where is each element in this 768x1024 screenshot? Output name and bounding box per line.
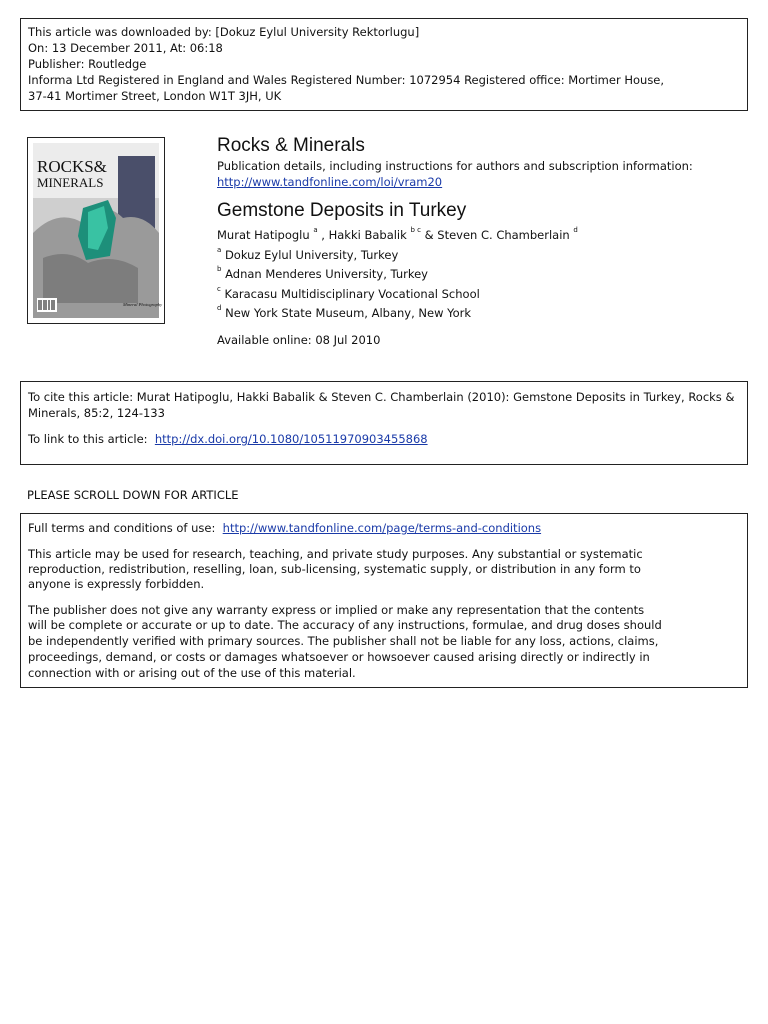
affiliation-text: Dokuz Eylul University, Turkey bbox=[224, 248, 399, 262]
terms-box bbox=[20, 513, 748, 688]
publication-details: Publication details, including instructions for authors and subscription information: bbox=[217, 159, 693, 173]
journal-name: Rocks & Minerals bbox=[217, 135, 365, 156]
terms-label: Full terms and conditions of use: bbox=[28, 521, 216, 535]
download-notice-line: Informa Ltd Registered in England and Wales Registered Number: 1072954 Registered office: Mortimer House, bbox=[28, 73, 665, 87]
affiliation-sup: a bbox=[217, 246, 222, 254]
cover-corner-text: Mineral Photography bbox=[123, 302, 163, 307]
author-name: Murat Hatipoglu bbox=[217, 228, 310, 242]
author-sup: b c bbox=[410, 226, 421, 234]
terms-para2-line: The publisher does not give any warranty express or implied or make any representation that the contents bbox=[28, 603, 645, 617]
download-notice-box bbox=[20, 18, 748, 111]
cite-line: Minerals, 85:2, 124-133 bbox=[28, 406, 165, 420]
affiliation bbox=[217, 287, 480, 301]
journal-url-link[interactable]: http://www.tandfonline.com/loi/vram20 bbox=[217, 175, 443, 189]
scroll-notice: PLEASE SCROLL DOWN FOR ARTICLE bbox=[27, 488, 239, 502]
terms-para2-line: will be complete or accurate or up to date. The accuracy of any instructions, formulae, and drug doses should bbox=[28, 618, 662, 632]
affiliation-text: Karacasu Multidisciplinary Vocational School bbox=[224, 287, 480, 301]
affiliation bbox=[217, 248, 398, 262]
author-sup: a bbox=[313, 226, 318, 234]
cover-title-line2: MINERALS bbox=[37, 175, 104, 190]
journal-cover-image bbox=[27, 137, 165, 324]
cite-line: To cite this article: Murat Hatipoglu, Hakki Babalik & Steven C. Chamberlain (2010): Gemstone Deposits in Turkey, Rocks & bbox=[28, 390, 735, 404]
author-separator: & bbox=[420, 228, 438, 242]
affiliation bbox=[217, 267, 428, 281]
doi-link-row bbox=[28, 432, 428, 446]
available-online: Available online: 08 Jul 2010 bbox=[217, 333, 381, 347]
terms-para1-line: reproduction, redistribution, reselling, loan, sub-licensing, systematic supply, or distribution in any form to bbox=[28, 562, 641, 576]
terms-row bbox=[28, 521, 541, 535]
citation-box bbox=[20, 381, 748, 465]
affiliation-sup: c bbox=[217, 285, 221, 293]
author-line bbox=[217, 228, 578, 242]
download-notice-line: 37-41 Mortimer Street, London W1T 3JH, UK bbox=[28, 89, 282, 103]
download-notice-line: On: 13 December 2011, At: 06:18 bbox=[28, 41, 223, 55]
author-separator: , bbox=[317, 228, 329, 242]
author-sup: d bbox=[573, 226, 578, 234]
download-notice-line: This article was downloaded by: [Dokuz Eylul University Rektorlugu] bbox=[28, 25, 420, 39]
affiliation-sup: b bbox=[217, 265, 222, 273]
doi-link[interactable]: http://dx.doi.org/10.1080/10511970903455868 bbox=[154, 432, 428, 446]
affiliation bbox=[217, 306, 471, 320]
author-name: Steven C. Chamberlain bbox=[437, 228, 570, 242]
cover-title-line1: ROCKS& bbox=[37, 157, 107, 176]
affiliation-sup: d bbox=[217, 304, 222, 312]
author-name: Hakki Babalik bbox=[328, 228, 407, 242]
terms-para1-line: anyone is expressly forbidden. bbox=[28, 577, 205, 591]
link-label: To link to this article: bbox=[28, 432, 148, 446]
terms-para1-line: This article may be used for research, teaching, and private study purposes. Any substantial or systematic bbox=[28, 547, 643, 561]
terms-para2-line: proceedings, demand, or costs or damages whatsoever or howsoever caused arising directly or indirectly in bbox=[28, 650, 650, 664]
download-notice-line: Publisher: Routledge bbox=[28, 57, 147, 71]
affiliation-text: Adnan Menderes University, Turkey bbox=[225, 267, 428, 281]
terms-para2-line: be independently verified with primary sources. The publisher shall not be liable for any loss, actions, claims, bbox=[28, 634, 659, 648]
terms-para2-line: connection with or arising out of the use of this material. bbox=[28, 666, 356, 680]
article-title: Gemstone Deposits in Turkey bbox=[217, 200, 467, 221]
affiliation-text: New York State Museum, Albany, New York bbox=[225, 306, 472, 320]
terms-link[interactable]: http://www.tandfonline.com/page/terms-and-conditions bbox=[222, 521, 542, 535]
